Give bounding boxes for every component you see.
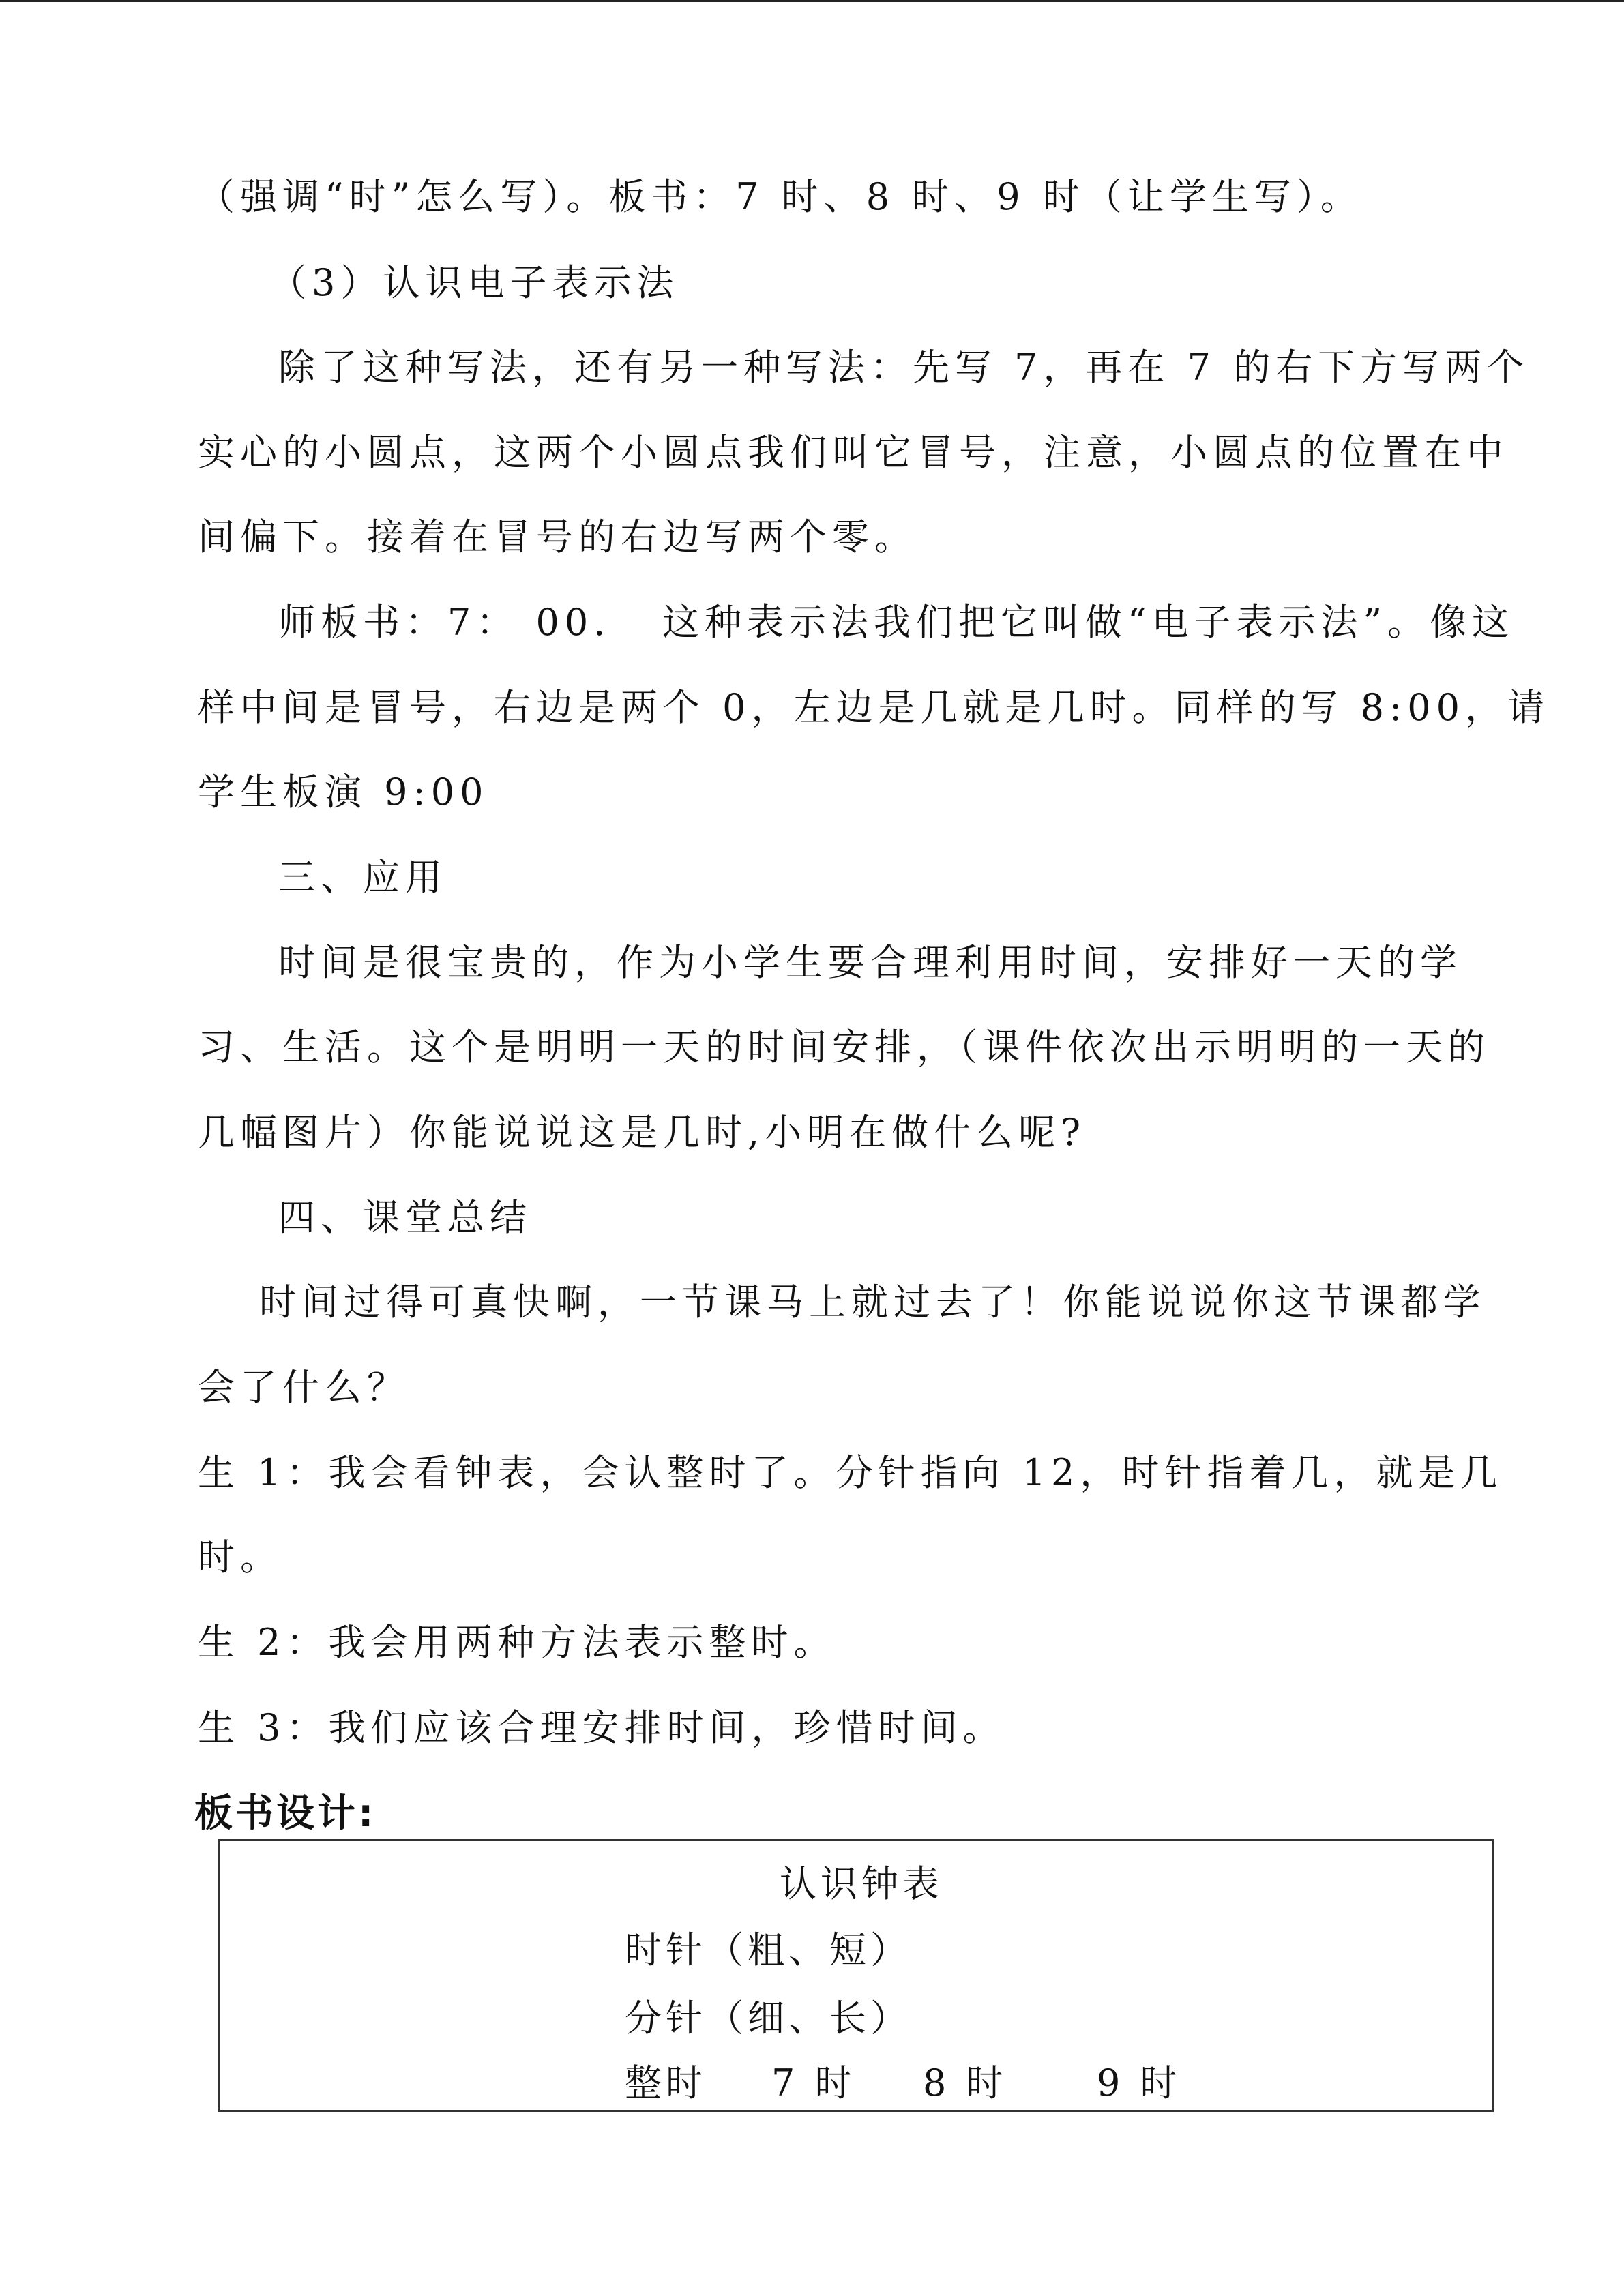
paragraph-line-12: 几幅图片）你能说说这是几时,小明在做什么呢?	[198, 1111, 1087, 1154]
student-1-line-b: 时。	[198, 1536, 282, 1579]
board-title: 认识钟表	[780, 1862, 943, 1905]
paragraph-line-4: 实心的小圆点，这两个小圆点我们叫它冒号，注意，小圆点的位置在中	[198, 431, 1509, 474]
section-heading-summary: 四、课堂总结	[278, 1196, 532, 1239]
section-heading-electronic-notation: （3）认识电子表示法	[269, 261, 679, 304]
board-hour-9: 9 时	[1097, 2061, 1181, 2104]
paragraph-line-11: 习、生活。这个是明明一天的时间安排，（课件依次出示明明的一天的	[198, 1026, 1490, 1069]
paragraph-line-3: 除了这种写法，还有另一种写法：先写 7，再在 7 的右下方写两个	[278, 346, 1530, 389]
paragraph-line-15: 会了什么？	[198, 1366, 409, 1409]
paragraph-line-6: 师板书：7： 00. 这种表示法我们把它叫做“电子表示法”。像这	[278, 601, 1515, 644]
student-1-line-a: 生 1：我会看钟表，会认整时了。分针指向 12，时针指着几，就是几	[198, 1451, 1503, 1494]
section-heading-application: 三、应用	[278, 856, 447, 899]
top-border-line	[0, 0, 1624, 2]
paragraph-line-5: 间偏下。接着在冒号的右边写两个零。	[198, 516, 917, 558]
board-hour-7: 7 时	[771, 2061, 856, 2104]
paragraph-line-14: 时间过得可真快啊，一节课马上就过去了！你能说说你这节课都学	[259, 1281, 1486, 1324]
board-design-box	[218, 1839, 1494, 2112]
paragraph-line-8: 学生板演 9:00	[198, 771, 489, 814]
board-hour-hand: 时针（粗、短）	[625, 1928, 911, 1971]
paragraph-line-7: 样中间是冒号，右边是两个 0，左边是几就是几时。同样的写 8:00，请	[198, 686, 1550, 729]
paragraph-line-10: 时间是很宝贵的，作为小学生要合理利用时间，安排好一天的学	[278, 941, 1462, 984]
student-3-line: 生 3：我们应该合理安排时间，珍惜时间。	[198, 1706, 1005, 1749]
paragraph-line-1: （强调“时”怎么写）。板书：7 时、8 时、9 时（让学生写）。	[198, 175, 1363, 218]
board-minute-hand: 分针（细、长）	[625, 1997, 911, 2040]
board-whole-hours-label: 整时	[625, 2061, 707, 2104]
student-2-line: 生 2：我会用两种方法表示整时。	[198, 1621, 836, 1664]
board-hour-8: 8 时	[923, 2061, 1007, 2104]
board-design-heading: 板书设计:	[194, 1791, 377, 1836]
